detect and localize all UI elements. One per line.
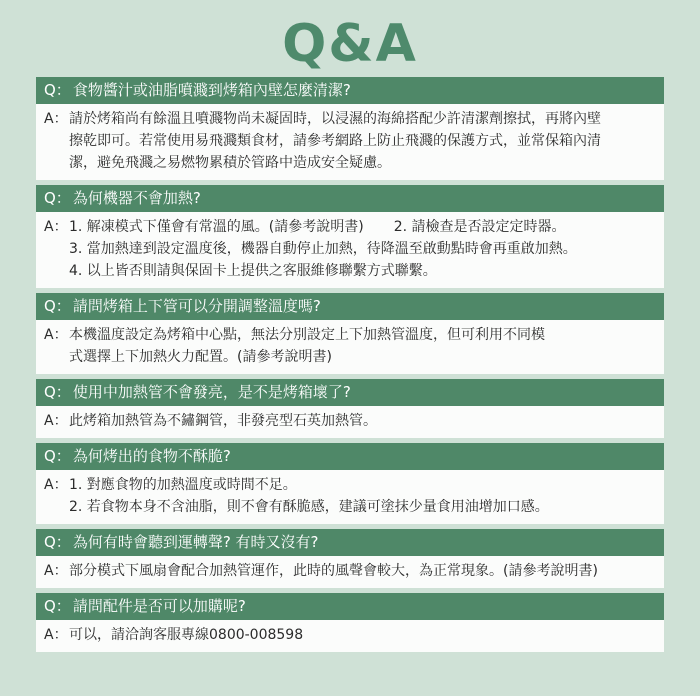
answer-prefix: A： (44, 563, 68, 579)
answer-prefix: A： (44, 477, 68, 493)
answer-prefix: A： (44, 111, 68, 127)
question-bar (36, 293, 664, 320)
answer-box (36, 556, 664, 588)
answer-box (36, 212, 664, 288)
answer-line-part: 2. 請檢查是否設定定時器。 (393, 219, 566, 235)
question-prefix: Q： (44, 447, 71, 465)
question-prefix: Q： (44, 533, 71, 551)
answer-line: 4. 以上皆否則請與保固卡上提供之客服維修聯繫方式聯繫。 (69, 263, 437, 279)
question-text: 請問烤箱上下管可以分開調整溫度嗎? (72, 297, 321, 315)
question-prefix: Q： (44, 81, 71, 99)
answer-line (69, 216, 654, 238)
answer-body (69, 474, 654, 518)
question-text: 請問配件是否可以加購呢? (72, 597, 246, 615)
answer-line: 式選擇上下加熱火力配置。(請參考說明書) (69, 349, 332, 365)
answer-box (36, 620, 664, 652)
qa-list (36, 77, 664, 657)
answer-box (36, 104, 664, 180)
question-bar (36, 379, 664, 406)
answer-body (69, 324, 654, 368)
answer-line: 本機溫度設定為烤箱中心點，無法分別設定上下加熱管溫度，但可利用不同模 (69, 327, 545, 343)
question-prefix: Q： (44, 189, 71, 207)
question-prefix: Q： (44, 383, 71, 401)
page-title: Q&A (282, 14, 418, 74)
question-text: 為何烤出的食物不酥脆? (72, 447, 231, 465)
question-bar (36, 593, 664, 620)
answer-prefix: A： (44, 219, 68, 235)
answer-line: 部分模式下風扇會配合加熱管運作，此時的風聲會較大，為正常現象。(請參考說明書) (69, 563, 598, 579)
answer-line: 1. 對應食物的加熱溫度或時間不足。 (69, 477, 297, 493)
question-text: 為何有時會聽到運轉聲? 有時又沒有? (72, 533, 319, 551)
answer-body (69, 560, 654, 582)
question-bar (36, 77, 664, 104)
answer-line: 潔，避免飛濺之易燃物累積於管路中造成安全疑慮。 (69, 155, 391, 171)
answer-line: 請於烤箱尚有餘溫且噴濺物尚未凝固時，以浸濕的海綿搭配少許清潔劑擦拭，再將內壁 (69, 111, 601, 127)
answer-line: 可以，請洽詢客服專線0800-008598 (69, 627, 304, 643)
answer-body (69, 410, 654, 432)
answer-line-part: 1. 解凍模式下僅會有常溫的風。(請參考說明書) (69, 219, 364, 235)
answer-body (69, 624, 654, 646)
answer-body (69, 216, 654, 282)
answer-line: 擦乾即可。若常使用易飛濺類食材，請參考網路上防止飛濺的保護方式，並常保箱內清 (69, 133, 601, 149)
answer-box (36, 406, 664, 438)
answer-prefix: A： (44, 327, 68, 343)
question-bar (36, 443, 664, 470)
question-text: 食物醬汁或油脂噴濺到烤箱內壁怎麼清潔? (72, 81, 351, 99)
question-bar (36, 185, 664, 212)
question-text: 使用中加熱管不會發亮，是不是烤箱壞了? (72, 383, 351, 401)
question-prefix: Q： (44, 297, 71, 315)
answer-box (36, 470, 664, 524)
question-bar (36, 529, 664, 556)
question-prefix: Q： (44, 597, 71, 615)
question-text: 為何機器不會加熱? (72, 189, 201, 207)
answer-prefix: A： (44, 413, 68, 429)
answer-body (69, 108, 654, 174)
answer-box (36, 320, 664, 374)
answer-line: 3. 當加熱達到設定溫度後，機器自動停止加熱，待降溫至啟動點時會再重啟加熱。 (69, 241, 577, 257)
answer-line: 2. 若食物本身不含油脂，則不會有酥脆感，建議可塗抹少量食用油增加口感。 (69, 499, 549, 515)
answer-prefix: A： (44, 627, 68, 643)
answer-line: 此烤箱加熱管為不鏽鋼管，非發亮型石英加熱管。 (69, 413, 377, 429)
